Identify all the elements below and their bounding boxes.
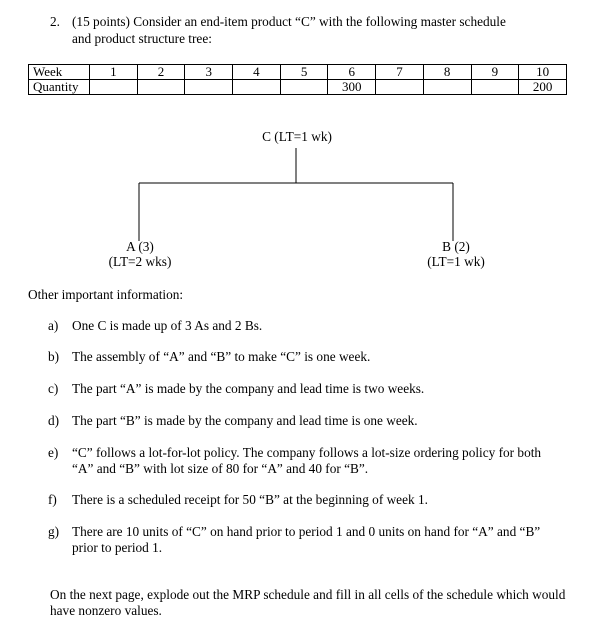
info-item-text: One C is made up of 3 As and 2 Bs. — [72, 318, 263, 333]
week-cell: 1 — [90, 65, 138, 80]
info-item-marker: c) — [48, 381, 59, 396]
info-item-text: There is a scheduled receipt for 50 “B” at the beginning of week 1. — [72, 492, 428, 507]
week-cell: 3 — [185, 65, 233, 80]
info-item-text: There are 10 units of “C” on hand prior to period 1 and 0 units on hand for “A” and “B” prior to period 1. — [72, 524, 541, 555]
info-item-marker: g) — [48, 524, 60, 539]
tree-root-node: C (LT=1 wk) — [262, 129, 332, 144]
week-cell: 5 — [280, 65, 328, 80]
info-item-text: The part “B” is made by the company and lead time is one week. — [72, 413, 418, 428]
tree-node-b-lead-time: (LT=1 wk) — [427, 254, 485, 269]
tree-node-a-name: A (3) — [126, 239, 154, 254]
info-item-marker: d) — [48, 413, 60, 428]
info-item-marker: e) — [48, 445, 59, 460]
info-item-text: The part “A” is made by the company and lead time is two weeks. — [72, 381, 425, 396]
week-cell: 8 — [423, 65, 471, 80]
quantity-cell: 200 — [519, 80, 567, 95]
week-cell: 6 — [328, 65, 376, 80]
info-heading: Other important information: — [28, 287, 184, 302]
info-item-marker: b) — [48, 349, 60, 364]
week-cell: 10 — [519, 65, 567, 80]
info-item-text: “C” follows a lot-for-lot policy. The company follows a lot-size ordering policy for both “A” and “B” with lot size of 80 for “A” and 40 for “B”. — [72, 445, 542, 476]
tree-node-a — [100, 239, 180, 269]
info-item-marker: a) — [48, 318, 59, 333]
tree-node-b — [416, 239, 496, 269]
question-number: 2. — [50, 14, 60, 29]
question-line-1: (15 points) Consider an end-item product “C” with the following master schedule — [72, 14, 506, 29]
closing-instruction: On the next page, explode out the MRP schedule and fill in all cells of the schedule which would have nonzero values. — [50, 587, 566, 618]
tree-node-a-lead-time: (LT=2 wks) — [108, 254, 172, 269]
quantity-cell: 300 — [328, 80, 376, 95]
quantity-header: Quantity — [29, 80, 90, 95]
week-cell: 4 — [233, 65, 281, 80]
info-item-text: The assembly of “A” and “B” to make “C” is one week. — [72, 349, 371, 364]
week-cell: 2 — [137, 65, 185, 80]
tree-node-b-name: B (2) — [442, 239, 470, 254]
question-line-2: and product structure tree: — [72, 31, 212, 46]
info-item-marker: f) — [48, 492, 57, 507]
week-header: Week — [29, 65, 90, 80]
week-cell: 7 — [376, 65, 424, 80]
week-cell: 9 — [471, 65, 519, 80]
